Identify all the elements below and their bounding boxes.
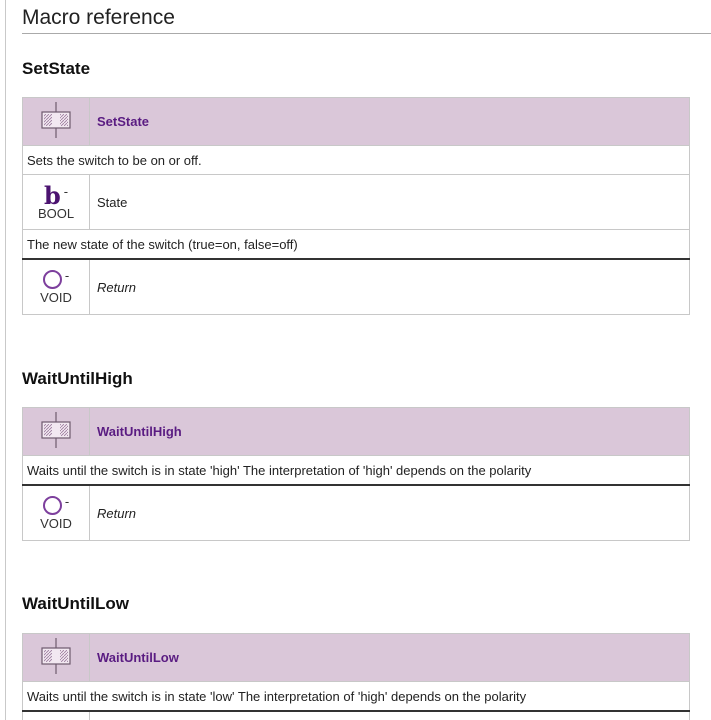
macro-description-row	[23, 682, 690, 712]
macro-header-row	[23, 408, 690, 456]
macro-table-setstate	[22, 97, 690, 315]
return-type-label: VOID	[40, 289, 72, 305]
void-icon	[43, 496, 62, 515]
return-row	[23, 485, 690, 541]
macro-header-row	[23, 634, 690, 682]
macro-name: WaitUntilLow	[90, 634, 690, 682]
switch-component-icon	[34, 412, 78, 448]
return-label: Return	[90, 485, 690, 541]
macro-table-waituntilhigh	[22, 407, 690, 541]
return-type-cell	[23, 711, 90, 720]
macro-description-row	[23, 146, 690, 175]
return-type-cell	[23, 259, 90, 315]
macro-header-row	[23, 98, 690, 146]
page-title: Macro reference	[22, 6, 175, 29]
param-description: The new state of the switch (true=on, false=off)	[23, 230, 690, 260]
param-type-cell	[23, 175, 90, 230]
macro-table-waituntillow	[22, 633, 690, 720]
return-label	[90, 711, 690, 720]
void-icon	[43, 270, 62, 289]
param-type-label: BOOL	[37, 205, 75, 221]
macro-description-row	[23, 456, 690, 486]
section-heading-waituntillow: WaitUntilLow	[22, 594, 130, 613]
title-divider	[22, 33, 711, 34]
param-row	[23, 175, 690, 230]
section-heading-waituntilhigh: WaitUntilHigh	[22, 369, 133, 388]
switch-component-icon	[34, 102, 78, 138]
return-row	[23, 711, 690, 720]
return-type-cell	[23, 485, 90, 541]
type-dash: -	[63, 184, 69, 199]
return-row	[23, 259, 690, 315]
param-description-row	[23, 230, 690, 260]
type-dash: -	[64, 267, 70, 283]
macro-description: Sets the switch to be on or off.	[23, 146, 690, 175]
switch-component-icon	[34, 638, 78, 674]
section-heading-setstate: SetState	[22, 59, 91, 78]
bool-icon: b	[43, 180, 61, 210]
macro-name: SetState	[90, 98, 690, 146]
return-type-label: VOID	[40, 515, 72, 531]
left-border	[5, 0, 6, 720]
macro-component-icon	[23, 634, 90, 682]
return-label: Return	[90, 259, 690, 315]
macro-description: Waits until the switch is in state 'low' The interpretation of 'high' depends on the polarity	[23, 682, 690, 712]
macro-component-icon	[23, 408, 90, 456]
param-name: State	[90, 175, 690, 230]
macro-component-icon	[23, 98, 90, 146]
macro-description: Waits until the switch is in state 'high' The interpretation of 'high' depends on the polarity	[23, 456, 690, 486]
macro-name: WaitUntilHigh	[90, 408, 690, 456]
type-dash: -	[64, 493, 70, 509]
